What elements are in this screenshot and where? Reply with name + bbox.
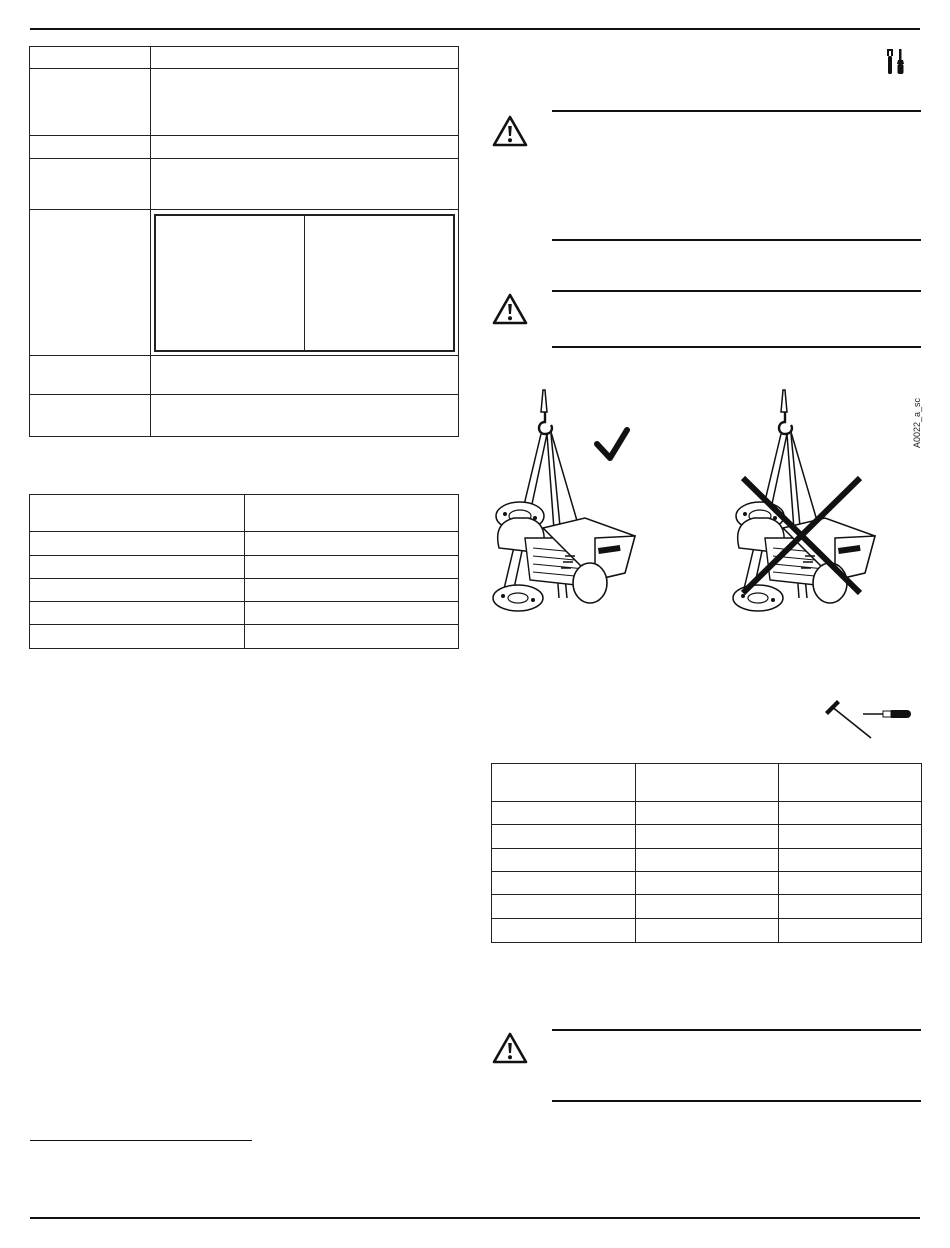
data-table-left [29,494,459,649]
table-row [492,895,922,919]
table-cell [305,215,455,351]
pump-lifting-illustration [485,388,925,638]
warning-icon [492,1031,528,1065]
table-cell [151,136,459,159]
table-cell [151,47,459,69]
table-row [30,602,459,625]
table-row [30,69,459,136]
table-row [492,764,922,802]
warning-rule-bottom [552,346,921,348]
table-cell [30,210,151,356]
table-row [30,47,459,69]
table-cell [151,356,459,395]
pump-illustration-correct [493,390,635,611]
table-cell [151,69,459,136]
warning-icon [492,114,528,148]
spec-table [29,46,459,437]
table-row [30,395,459,437]
table-row [30,625,459,649]
figure-code: A0022_a_sc [912,397,922,448]
tools-icon [884,47,908,77]
table-cell [30,136,151,159]
table-cell [30,356,151,395]
table-row [30,159,459,210]
table-cell [30,159,151,210]
data-table-right [491,763,922,943]
table-cell [30,47,151,69]
table-row [492,825,922,849]
table-cell [155,215,305,351]
warning-rule-bottom [552,239,921,241]
table-row [30,210,459,356]
table-row [30,556,459,579]
table-row [492,872,922,895]
header-rule [30,28,920,30]
warning-rule-top [552,1029,921,1031]
wrench-icon [823,698,913,742]
table-cell [151,395,459,437]
warning-rule-bottom [552,1100,921,1102]
table-row [30,136,459,159]
table-row [30,579,459,602]
check-mark-icon [597,430,627,458]
table-cell [151,159,459,210]
table-row [492,849,922,872]
table-cell [151,210,459,356]
table-row [30,495,459,532]
table-row [30,532,459,556]
warning-rule-top [552,110,921,112]
table-cell [30,395,151,437]
table-row [492,919,922,943]
table-row [30,356,459,395]
table-row [492,802,922,825]
footnote-rule [30,1140,252,1141]
footer-rule [30,1217,920,1219]
nested-table [154,214,455,352]
warning-icon [492,292,528,326]
warning-rule-top [552,290,921,292]
table-cell [30,69,151,136]
